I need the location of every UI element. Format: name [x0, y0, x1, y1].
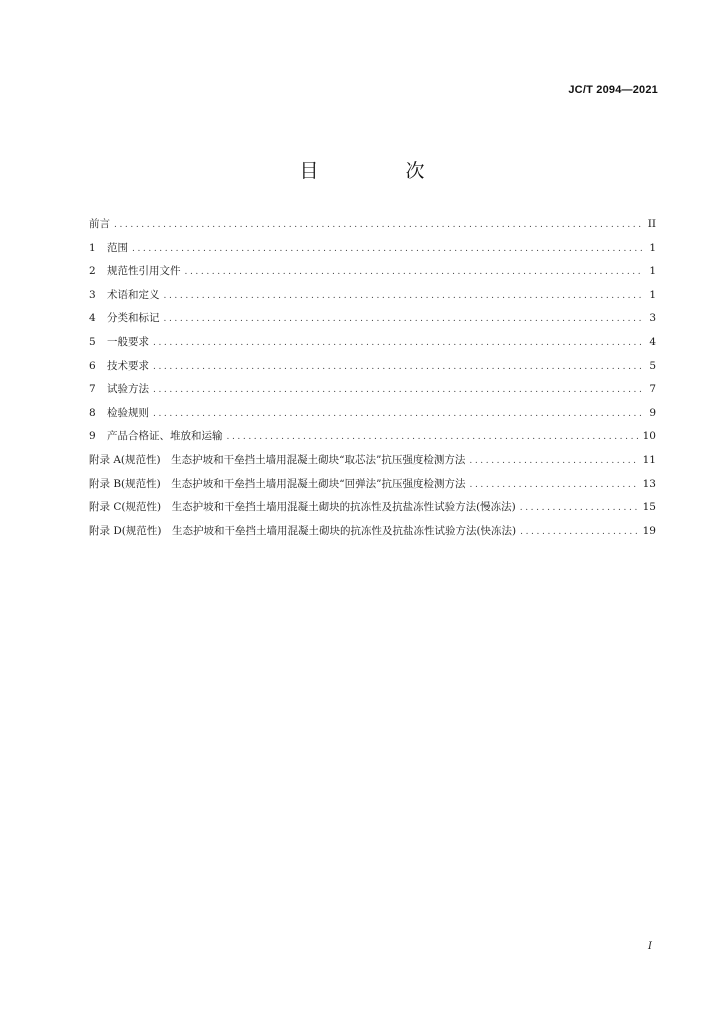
- toc-entry-appendix-a[interactable]: [89, 449, 656, 473]
- toc-entry-3[interactable]: [89, 284, 656, 308]
- toc-entry-label: 附录 A(规范性) 生态护坡和干垒挡土墙用混凝土砌块“取芯法”抗压强度检测方法: [89, 453, 466, 466]
- toc-entry-label: 前言: [89, 218, 110, 230]
- toc-entry-label: 附录 C(规范性) 生态护坡和干垒挡土墙用混凝土砌块的抗冻性及抗盐冻性试验方法(慢冻法): [89, 501, 516, 514]
- toc-entry-number: 8: [89, 406, 96, 419]
- toc-entry-label: 附录 B(规范性) 生态护坡和干垒挡土墙用混凝土砌块“回弹法”抗压强度检测方法: [89, 477, 466, 490]
- toc-entry-page: 7: [649, 383, 656, 396]
- toc-entry-number: 2: [89, 265, 96, 278]
- toc-entry-page: II: [647, 218, 656, 230]
- toc-entry-foreword[interactable]: [89, 213, 656, 237]
- toc-entry-page: 1: [649, 288, 656, 301]
- toc-entry-number: 7: [89, 383, 96, 396]
- toc-leader-dots: [114, 214, 642, 238]
- toc-entry-appendix-c[interactable]: [89, 496, 656, 520]
- toc-entry-label: 一般要求: [107, 335, 149, 348]
- toc-entry-page: 1: [649, 265, 656, 278]
- toc-entry-9[interactable]: [89, 425, 656, 449]
- toc-entry-label: 检验规则: [107, 406, 149, 419]
- toc-entry-appendix-d[interactable]: [89, 520, 656, 544]
- toc-leader-dots: [153, 379, 642, 403]
- toc-entry-label: 分类和标记: [107, 312, 160, 325]
- toc-entry-6[interactable]: [89, 355, 656, 379]
- toc-entry-page: 3: [649, 312, 656, 325]
- toc-entry-page: 13: [642, 477, 656, 490]
- toc-leader-dots: [469, 474, 638, 498]
- toc-entry-page: 1: [649, 241, 656, 254]
- toc-entry-label: 技术要求: [107, 359, 149, 372]
- toc-entry-4[interactable]: [89, 307, 656, 331]
- toc-leader-dots: [185, 261, 643, 285]
- toc-leader-dots: [227, 426, 639, 450]
- table-of-contents: [89, 213, 656, 543]
- toc-entry-number: 9: [89, 430, 96, 443]
- toc-entry-number: 3: [89, 288, 96, 301]
- toc-entry-1[interactable]: [89, 237, 656, 261]
- toc-entry-8[interactable]: [89, 402, 656, 426]
- toc-entry-page: 19: [642, 524, 656, 537]
- toc-title: 目 次: [299, 160, 459, 182]
- toc-entry-number: 5: [89, 335, 96, 348]
- toc-leader-dots: [153, 403, 642, 427]
- toc-entry-5[interactable]: [89, 331, 656, 355]
- toc-entry-label: 规范性引用文件: [107, 265, 181, 278]
- toc-entry-number: 4: [89, 312, 96, 325]
- toc-entry-number: 1: [89, 241, 96, 254]
- toc-entry-7[interactable]: [89, 378, 656, 402]
- toc-entry-label: 产品合格证、堆放和运输: [107, 430, 223, 443]
- toc-leader-dots: [164, 308, 643, 332]
- toc-entry-page: 5: [649, 359, 656, 372]
- page-number: I: [648, 941, 652, 952]
- toc-entry-2[interactable]: [89, 260, 656, 284]
- toc-entry-label: 范围: [107, 241, 128, 254]
- toc-entry-number: 6: [89, 359, 96, 372]
- standard-code: JC/T 2094—2021: [568, 84, 658, 96]
- toc-entry-page: 11: [642, 453, 656, 466]
- toc-entry-page: 10: [642, 430, 656, 443]
- toc-entry-label: 附录 D(规范性) 生态护坡和干垒挡土墙用混凝土砌块的抗冻性及抗盐冻性试验方法(快冻法): [89, 524, 517, 537]
- toc-leader-dots: [153, 356, 642, 380]
- toc-leader-dots: [520, 497, 639, 521]
- toc-entry-page: 15: [642, 501, 656, 514]
- toc-entry-page: 9: [649, 406, 656, 419]
- toc-entry-appendix-b[interactable]: [89, 473, 656, 497]
- toc-leader-dots: [164, 285, 643, 309]
- toc-entry-page: 4: [649, 335, 656, 348]
- toc-leader-dots: [469, 450, 638, 474]
- toc-entry-label: 试验方法: [107, 383, 149, 396]
- toc-entry-label: 术语和定义: [107, 288, 160, 301]
- toc-leader-dots: [153, 332, 642, 356]
- toc-leader-dots: [520, 521, 638, 545]
- toc-leader-dots: [132, 238, 642, 262]
